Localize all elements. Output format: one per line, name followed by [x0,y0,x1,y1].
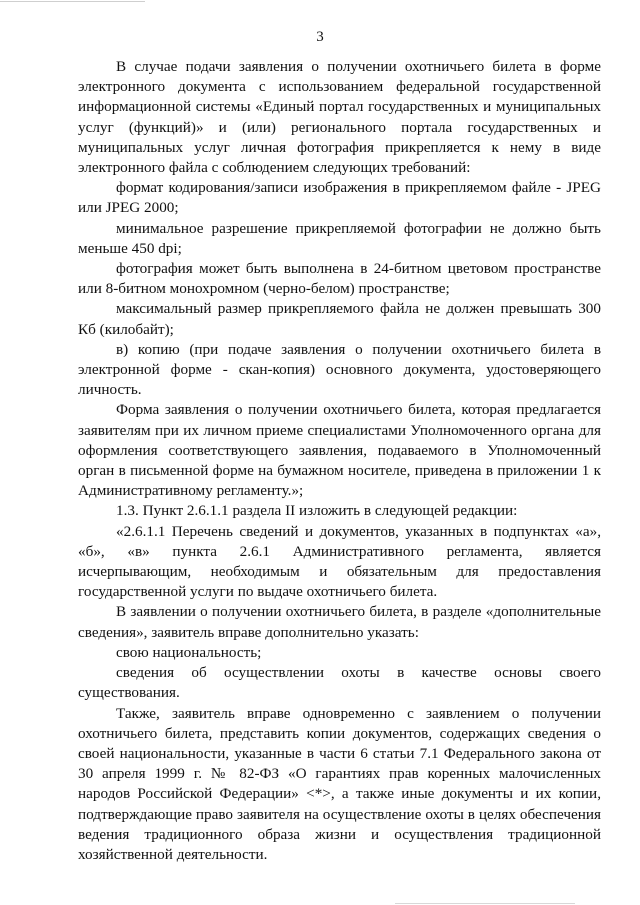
paragraph-identity-document: в) копию (при подаче заявления о получении охотничьего билета в электронной форме - скан-копия) основного документа, удостоверяющего личность. [78,340,601,399]
paragraph-max-file-size: максимальный размер прикрепляемого файла не должен превышать 300 Кб (килобайт); [78,300,601,338]
paragraph-amendment-1-3: 1.3. Пункт 2.6.1.1 раздела II изложить в следующей редакции: [116,502,518,520]
document-body [78,57,601,865]
paragraph-color-space: фотография может быть выполнена в 24-битном цветовом пространстве или 8-битном монохромном (черно-белом) пространстве; [78,260,601,298]
paragraph-additional-info: В заявлении о получении охотничьего билета, в разделе «дополнительные сведения», заявитель вправе дополнительно указать: [78,603,601,641]
paragraph-hunting-basis: сведения об осуществлении охоты в качестве основы своего существования. [78,664,601,702]
paragraph-image-format: формат кодирования/записи изображения в прикрепляемом файле - JPEG или JPEG 2000; [78,179,601,217]
scan-edge-line [0,1,145,2]
scan-edge-line-bottom [395,903,575,904]
paragraph-nationality: свою национальность; [116,643,262,661]
paragraph-2-6-1-1: «2.6.1.1 Перечень сведений и документов, указанных в подпунктах «а», «б», «в» пункта 2.6.1 Административного регламента, является исчерпывающим, необходимым и обязательным для предоставления государственной услуги по выдаче охотничьего билета. [78,522,601,601]
paragraph-electronic-submission: В случае подачи заявления о получении охотничьего билета в форме электронного документа с использованием федеральной государственной информационной системы «Единый портал государственных и муниципальных услуг (функций)» и (или) регионального портала государственных и муниципальных услуг личная фотография прикрепляется к нему в виде электронного файла с соблюдением следующих требований: [78,58,601,177]
paragraph-application-form: Форма заявления о получении охотничьего билета, которая предлагается заявителям при их личном приеме специалистами Уполномоченного органа для оформления соответствующего заявления, подаваемого в Уполномоченный орган в письменной форме на бумажном носителе, приведена в приложении 1 к Административному регламенту.»; [78,401,601,500]
page-number: 3 [316,29,324,45]
paragraph-additional-documents: Также, заявитель вправе одновременно с заявлением о получении охотничьего билета, представить копии документов, содержащих сведения о своей национальности, указанные в части 6 статьи 7.1 Федерального закона от 30 апреля 1999 г. № 82-ФЗ «О гарантиях прав коренных малочисленных народов Российской Федерации» <*>, а также иные документы и их копии, подтверждающие право заявителя на осуществление охоты в целях обеспечения ведения традиционного образа жизни и осуществления традиционной хозяйственной деятельности. [78,704,601,863]
paragraph-min-resolution: минимальное разрешение прикрепляемой фотографии не должно быть меньше 450 dpi; [78,219,601,257]
